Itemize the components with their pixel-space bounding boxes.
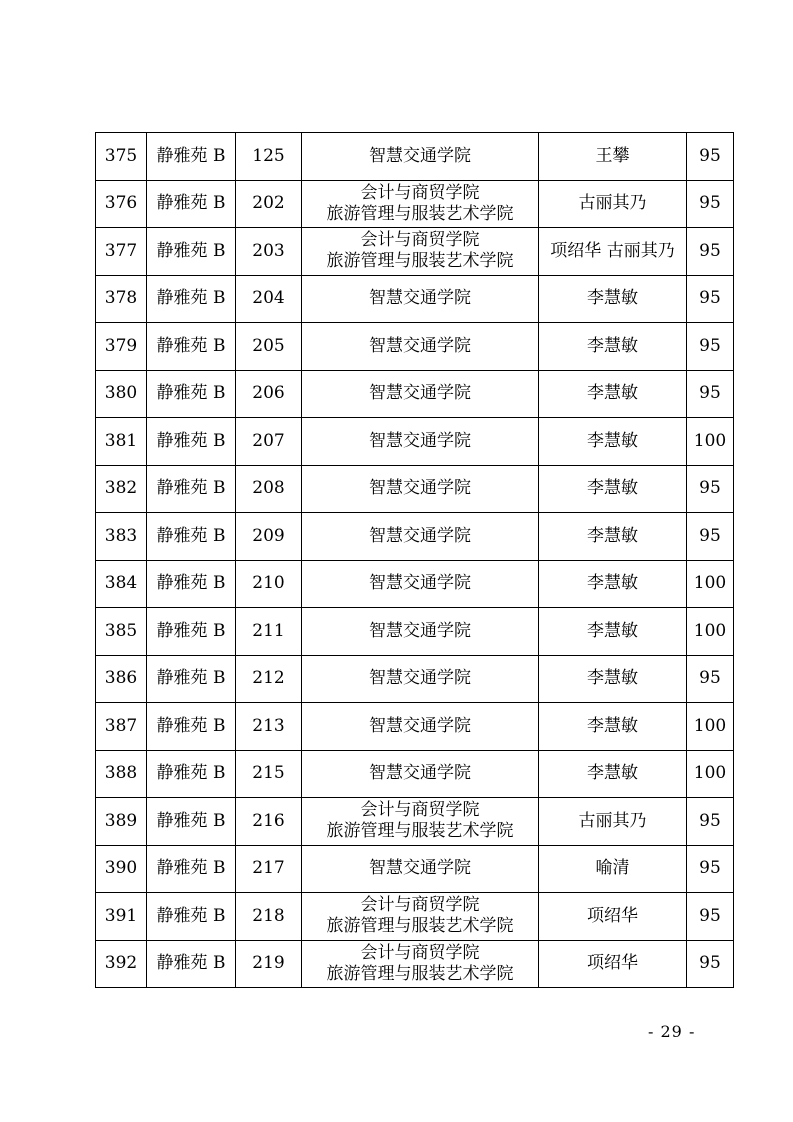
college-cell xyxy=(302,703,539,751)
row-number-cell: 383 xyxy=(96,513,147,561)
college-cell xyxy=(302,798,539,846)
college-cell xyxy=(302,513,539,561)
college-name: 智慧交通学院 xyxy=(369,525,471,546)
teacher-name: 李慧敏 xyxy=(587,478,638,499)
building-cell: 静雅苑 B xyxy=(147,513,236,561)
building-cell: 静雅苑 B xyxy=(147,560,236,608)
college-name: 智慧交通学院 xyxy=(369,573,471,594)
college-cell xyxy=(302,133,539,181)
score-cell: 95 xyxy=(687,133,734,181)
teacher-name: 喻清 xyxy=(595,858,630,879)
score-cell: 95 xyxy=(687,465,734,513)
teacher-name: 项绍华 古丽其乃 xyxy=(550,240,675,261)
room-cell: 218 xyxy=(236,893,302,941)
room-cell: 204 xyxy=(236,275,302,323)
college-name: 会计与商贸学院 xyxy=(360,800,480,821)
college-name: 智慧交通学院 xyxy=(369,335,471,356)
room-cell: 125 xyxy=(236,133,302,181)
teacher-cell xyxy=(539,893,687,941)
table-row xyxy=(96,513,734,561)
table-row xyxy=(96,560,734,608)
score-cell: 95 xyxy=(687,845,734,893)
building-cell: 静雅苑 B xyxy=(147,418,236,466)
teacher-cell xyxy=(539,465,687,513)
table-row xyxy=(96,798,734,846)
teacher-cell xyxy=(539,845,687,893)
score-cell: 95 xyxy=(687,655,734,703)
table-row xyxy=(96,418,734,466)
table-row xyxy=(96,323,734,371)
page-number: - 29 - xyxy=(648,1022,696,1041)
building-cell: 静雅苑 B xyxy=(147,798,236,846)
table-row xyxy=(96,228,734,276)
score-cell: 95 xyxy=(687,513,734,561)
row-number-cell: 385 xyxy=(96,608,147,656)
building-cell: 静雅苑 B xyxy=(147,750,236,798)
row-number-cell: 384 xyxy=(96,560,147,608)
room-cell: 213 xyxy=(236,703,302,751)
building-cell: 静雅苑 B xyxy=(147,323,236,371)
row-number-cell: 389 xyxy=(96,798,147,846)
college-name: 智慧交通学院 xyxy=(369,430,471,451)
teacher-name: 李慧敏 xyxy=(587,383,638,404)
college-name: 会计与商贸学院 xyxy=(360,942,480,963)
building-cell: 静雅苑 B xyxy=(147,893,236,941)
teacher-cell xyxy=(539,323,687,371)
building-cell: 静雅苑 B xyxy=(147,275,236,323)
teacher-name: 李慧敏 xyxy=(587,430,638,451)
building-cell: 静雅苑 B xyxy=(147,228,236,276)
college-name: 旅游管理与服装艺术学院 xyxy=(326,963,514,984)
college-name: 会计与商贸学院 xyxy=(360,182,480,203)
row-number-cell: 378 xyxy=(96,275,147,323)
room-cell: 203 xyxy=(236,228,302,276)
score-cell: 95 xyxy=(687,798,734,846)
building-cell: 静雅苑 B xyxy=(147,845,236,893)
row-number-cell: 392 xyxy=(96,940,147,988)
teacher-cell xyxy=(539,798,687,846)
row-number-cell: 386 xyxy=(96,655,147,703)
room-cell: 205 xyxy=(236,323,302,371)
teacher-name: 王攀 xyxy=(595,145,630,166)
score-cell: 100 xyxy=(687,750,734,798)
teacher-cell xyxy=(539,133,687,181)
college-name: 智慧交通学院 xyxy=(369,478,471,499)
teacher-cell xyxy=(539,608,687,656)
room-cell: 215 xyxy=(236,750,302,798)
score-cell: 95 xyxy=(687,370,734,418)
score-cell: 95 xyxy=(687,323,734,371)
row-number-cell: 377 xyxy=(96,228,147,276)
score-cell: 100 xyxy=(687,608,734,656)
teacher-name: 李慧敏 xyxy=(587,620,638,641)
teacher-cell xyxy=(539,560,687,608)
table-row xyxy=(96,845,734,893)
row-number-cell: 390 xyxy=(96,845,147,893)
college-cell xyxy=(302,228,539,276)
room-cell: 216 xyxy=(236,798,302,846)
score-cell: 100 xyxy=(687,418,734,466)
college-name: 会计与商贸学院 xyxy=(360,230,480,251)
teacher-name: 李慧敏 xyxy=(587,763,638,784)
teacher-name: 古丽其乃 xyxy=(578,193,647,214)
teacher-cell xyxy=(539,228,687,276)
row-number-cell: 375 xyxy=(96,133,147,181)
table-row xyxy=(96,133,734,181)
table-row xyxy=(96,703,734,751)
college-name: 旅游管理与服装艺术学院 xyxy=(326,821,514,842)
college-name: 旅游管理与服装艺术学院 xyxy=(326,203,514,224)
building-cell: 静雅苑 B xyxy=(147,370,236,418)
college-cell xyxy=(302,845,539,893)
college-name: 智慧交通学院 xyxy=(369,858,471,879)
room-cell: 208 xyxy=(236,465,302,513)
teacher-cell xyxy=(539,703,687,751)
teacher-name: 项绍华 xyxy=(587,905,638,926)
college-cell xyxy=(302,370,539,418)
row-number-cell: 381 xyxy=(96,418,147,466)
building-cell: 静雅苑 B xyxy=(147,940,236,988)
room-cell: 212 xyxy=(236,655,302,703)
college-name: 智慧交通学院 xyxy=(369,763,471,784)
room-cell: 209 xyxy=(236,513,302,561)
college-name: 智慧交通学院 xyxy=(369,668,471,689)
teacher-cell xyxy=(539,370,687,418)
row-number-cell: 388 xyxy=(96,750,147,798)
building-cell: 静雅苑 B xyxy=(147,655,236,703)
table-row xyxy=(96,608,734,656)
college-cell xyxy=(302,940,539,988)
score-cell: 100 xyxy=(687,703,734,751)
teacher-name: 古丽其乃 xyxy=(578,810,647,831)
building-cell: 静雅苑 B xyxy=(147,180,236,228)
college-cell xyxy=(302,465,539,513)
college-name: 智慧交通学院 xyxy=(369,383,471,404)
college-cell xyxy=(302,750,539,798)
room-cell: 202 xyxy=(236,180,302,228)
building-cell: 静雅苑 B xyxy=(147,465,236,513)
table-row xyxy=(96,275,734,323)
score-cell: 95 xyxy=(687,275,734,323)
table-row xyxy=(96,750,734,798)
teacher-cell xyxy=(539,418,687,466)
score-cell: 95 xyxy=(687,180,734,228)
score-cell: 95 xyxy=(687,893,734,941)
teacher-name: 李慧敏 xyxy=(587,288,638,309)
teacher-cell xyxy=(539,180,687,228)
teacher-cell xyxy=(539,275,687,323)
dormitory-score-table xyxy=(95,132,734,988)
table-row xyxy=(96,180,734,228)
building-cell: 静雅苑 B xyxy=(147,133,236,181)
room-cell: 217 xyxy=(236,845,302,893)
teacher-name: 李慧敏 xyxy=(587,335,638,356)
room-cell: 207 xyxy=(236,418,302,466)
college-cell xyxy=(302,560,539,608)
room-cell: 210 xyxy=(236,560,302,608)
college-name: 智慧交通学院 xyxy=(369,145,471,166)
row-number-cell: 391 xyxy=(96,893,147,941)
college-name: 智慧交通学院 xyxy=(369,715,471,736)
row-number-cell: 380 xyxy=(96,370,147,418)
teacher-name: 李慧敏 xyxy=(587,573,638,594)
score-cell: 95 xyxy=(687,940,734,988)
teacher-name: 李慧敏 xyxy=(587,668,638,689)
college-cell xyxy=(302,275,539,323)
building-cell: 静雅苑 B xyxy=(147,608,236,656)
score-cell: 95 xyxy=(687,228,734,276)
teacher-name: 项绍华 xyxy=(587,953,638,974)
college-cell xyxy=(302,893,539,941)
teacher-cell xyxy=(539,940,687,988)
room-cell: 211 xyxy=(236,608,302,656)
teacher-cell xyxy=(539,750,687,798)
college-name: 会计与商贸学院 xyxy=(360,895,480,916)
teacher-name: 李慧敏 xyxy=(587,715,638,736)
college-cell xyxy=(302,323,539,371)
college-name: 智慧交通学院 xyxy=(369,620,471,641)
score-cell: 100 xyxy=(687,560,734,608)
college-name: 旅游管理与服装艺术学院 xyxy=(326,251,514,272)
table-row xyxy=(96,893,734,941)
row-number-cell: 387 xyxy=(96,703,147,751)
teacher-name: 李慧敏 xyxy=(587,525,638,546)
college-cell xyxy=(302,655,539,703)
row-number-cell: 382 xyxy=(96,465,147,513)
table-row xyxy=(96,655,734,703)
table-row xyxy=(96,370,734,418)
row-number-cell: 376 xyxy=(96,180,147,228)
college-cell xyxy=(302,418,539,466)
room-cell: 219 xyxy=(236,940,302,988)
table-row xyxy=(96,940,734,988)
table-row xyxy=(96,465,734,513)
room-cell: 206 xyxy=(236,370,302,418)
building-cell: 静雅苑 B xyxy=(147,703,236,751)
college-name: 旅游管理与服装艺术学院 xyxy=(326,916,514,937)
college-cell xyxy=(302,608,539,656)
teacher-cell xyxy=(539,513,687,561)
college-name: 智慧交通学院 xyxy=(369,288,471,309)
table-body xyxy=(96,133,734,988)
college-cell xyxy=(302,180,539,228)
row-number-cell: 379 xyxy=(96,323,147,371)
teacher-cell xyxy=(539,655,687,703)
